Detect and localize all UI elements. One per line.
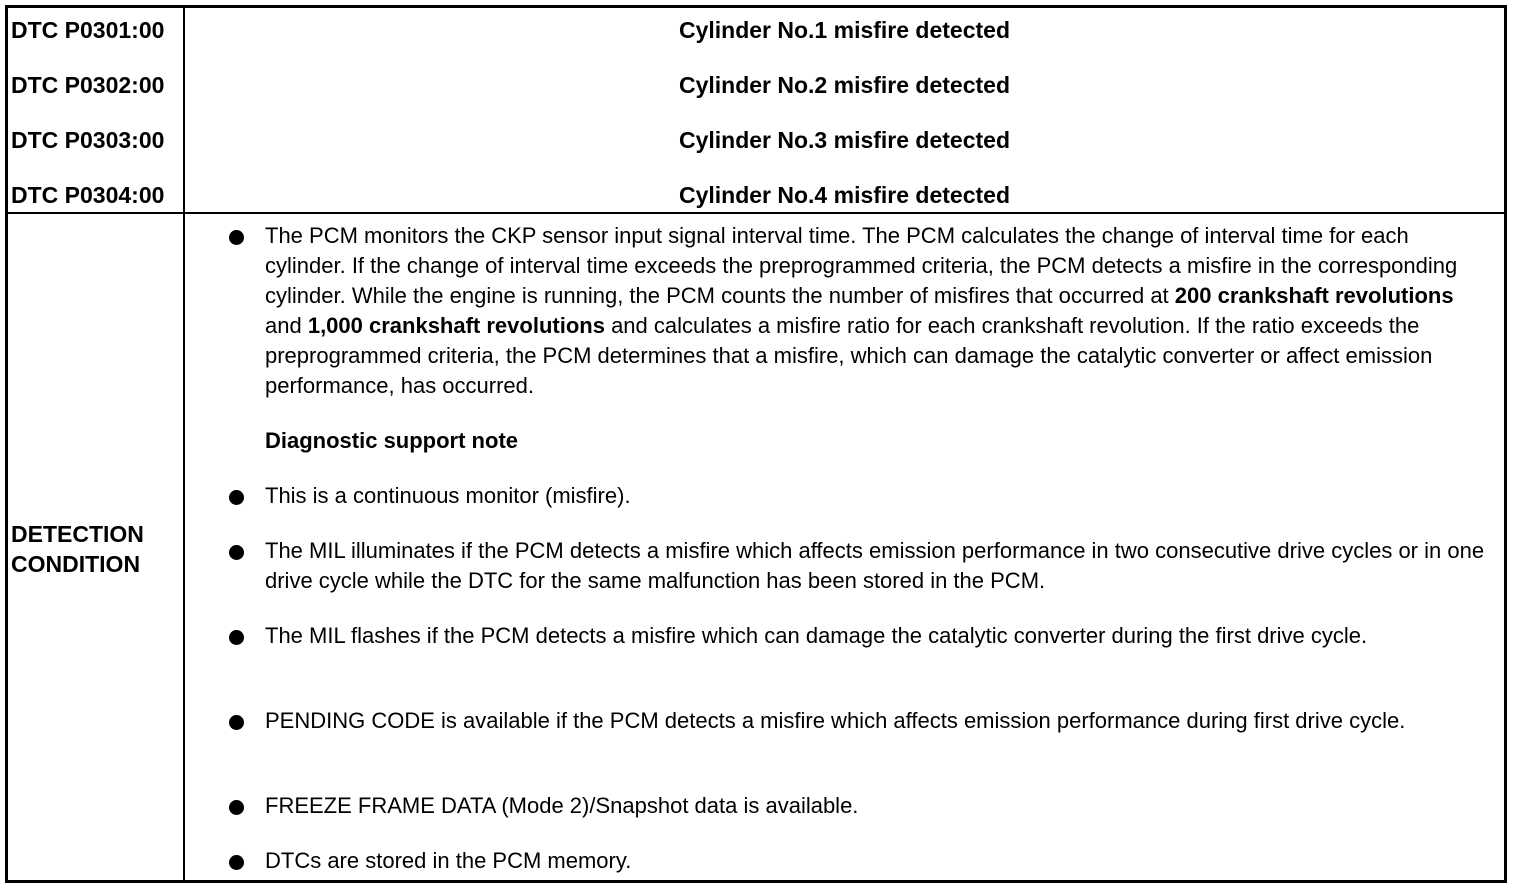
dtc-code: DTC P0302:00	[11, 72, 165, 98]
support-note-item: This is a continuous monitor (misfire).	[265, 483, 631, 508]
support-note-heading: Diagnostic support note	[265, 428, 518, 453]
dtc-code: DTC P0301:00	[11, 17, 165, 43]
dtc-code: DTC P0304:00	[11, 182, 165, 208]
support-note-item: FREEZE FRAME DATA (Mode 2)/Snapshot data is available.	[265, 793, 859, 818]
bullet-icon	[229, 800, 244, 815]
intro-bold-text: 1,000 crankshaft revolutions	[307, 313, 605, 338]
label-line: DETECTION	[11, 521, 144, 547]
intro-text: The PCM monitors the CKP sensor input signal interval time. The PCM calculates the change of interval time for each cylinder. If the change of interval time exceeds the preprogrammed criteria, the PCM detects a misfire in the corresponding cylinder. While the engine is running, the PCM counts the number of misfires that occurred at	[265, 223, 1458, 308]
bullet-icon	[229, 715, 244, 730]
bullet-icon	[229, 630, 244, 645]
support-note-item: The MIL illuminates if the PCM detects a misfire which affects emission performance in two consecutive drive cycles or in one drive cycle while the DTC for the same malfunction has been stored in the PCM.	[265, 538, 1485, 593]
dtc-table	[5, 5, 1507, 883]
bullet-icon	[229, 855, 244, 870]
condition-intro-text	[265, 221, 1495, 401]
dtc-code: DTC P0303:00	[11, 127, 165, 153]
dtc-description: Cylinder No.3 misfire detected	[678, 127, 1011, 153]
bullet-icon	[229, 230, 244, 245]
bullet-icon	[229, 545, 244, 560]
dtc-description: Cylinder No.2 misfire detected	[678, 72, 1011, 98]
intro-text: and calculates a misfire ratio for each crankshaft revolution. If the ratio exceeds the preprogrammed criteria, the PCM determines that a misfire, which can damage the catalytic converter or affect emission performance, has occurred.	[265, 313, 1433, 398]
support-note-item: DTCs are stored in the PCM memory.	[265, 848, 632, 873]
support-note-item: The MIL flashes if the PCM detects a misfire which can damage the catalytic converter during the first drive cycle.	[265, 623, 1368, 648]
row-divider	[8, 212, 1504, 214]
dtc-description: Cylinder No.1 misfire detected	[678, 17, 1011, 43]
support-note-item: PENDING CODE is available if the PCM detects a misfire which affects emission performance during first drive cycle.	[265, 708, 1406, 733]
detection-condition-label	[11, 519, 144, 579]
label-line: CONDITION	[11, 551, 141, 577]
dtc-description: Cylinder No.4 misfire detected	[678, 182, 1011, 208]
intro-bold-text: 200 crankshaft revolutions	[1174, 283, 1454, 308]
intro-text: and	[265, 313, 308, 338]
bullet-icon	[229, 490, 244, 505]
